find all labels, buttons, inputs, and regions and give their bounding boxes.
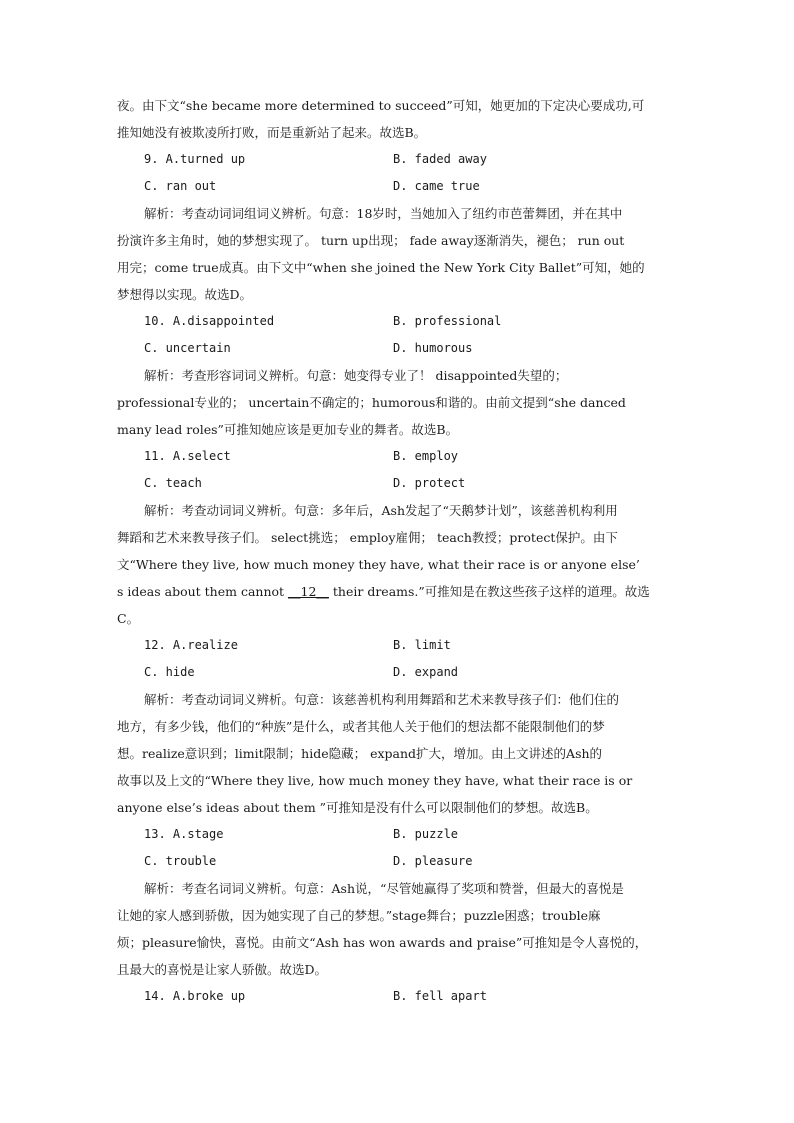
question-11-options-cd <box>117 470 679 497</box>
option-c: C. ran out <box>144 179 217 193</box>
option-a: 12. A.realize <box>144 638 238 652</box>
analysis-line: 烦；pleasure愉快，喜悦。由前文“Ash has won awards and praise”可推知是令人喜悦的， <box>117 935 648 950</box>
analysis-line: 解析：考查动词词义辨析。句意：该慈善机构利用舞蹈和艺术来教导孩子们：他们住的 <box>144 692 620 707</box>
option-b: B. limit <box>393 638 451 652</box>
analysis-line: 舞蹈和艺术来教导孩子们。 select挑选； employ雇佣； teach教授；protect保护。由下 <box>117 530 618 545</box>
analysis-line: anyone else’s ideas about them ”可推知是没有什么可以限制他们的梦想。故选B。 <box>117 800 598 815</box>
question-9-options-ab <box>117 146 679 173</box>
paragraph-line: 夜。由下文“she became more determined to succeed”可知，她更加的下定决心要成功,可 <box>117 98 645 113</box>
blank-number: __12__ <box>288 584 329 599</box>
analysis-text: s ideas about them cannot <box>117 584 289 599</box>
analysis-line: 解析：考查动词词组词义辨析。句意：18岁时，当她加入了纽约市芭蕾舞团，并在其中 <box>144 206 623 221</box>
option-d: D. pleasure <box>393 854 473 868</box>
analysis-text: their dreams.”可推知是在教这些孩子这样的道理。故选 <box>328 584 650 599</box>
option-a: 10. A.disappointed <box>144 314 275 328</box>
analysis-line <box>117 578 679 605</box>
analysis-line: 解析：考查名词词义辨析。句意：Ash说，“尽管她赢得了奖项和赞誉，但最大的喜悦是 <box>144 881 624 896</box>
analysis-line: 扮演许多主角时，她的梦想实现了。 turn up出现； fade away逐渐消失，褪色； run out <box>117 233 625 248</box>
analysis-line: 想。realize意识到；limit限制；hide隐藏； expand扩大，增加。由上文讲述的Ash的 <box>117 746 603 761</box>
document-page <box>117 92 679 1010</box>
analysis-line: 且最大的喜悦是让家人骄傲。故选D。 <box>117 962 328 977</box>
option-a: 14. A.broke up <box>144 989 246 1003</box>
analysis-line: 解析：考查形容词词义辨析。句意：她变得专业了！ disappointed失望的； <box>144 368 568 383</box>
question-14-options-ab <box>117 983 679 1010</box>
option-c: C. uncertain <box>144 341 231 355</box>
analysis-line: 用完；come true成真。由下文中“when she joined the New York City Ballet”可知，她的 <box>117 260 645 275</box>
question-13-options-cd <box>117 848 679 875</box>
option-d: D. expand <box>393 665 459 679</box>
question-10-options-ab <box>117 308 679 335</box>
question-9-options-cd <box>117 173 679 200</box>
analysis-line: C。 <box>117 611 140 626</box>
option-c: C. hide <box>144 665 195 679</box>
option-a: 11. A.select <box>144 449 231 463</box>
analysis-line: 解析：考查动词词义辨析。句意：多年后，Ash发起了“天鹅梦计划”，该慈善机构利用 <box>144 503 618 518</box>
analysis-line: professional专业的； uncertain不确定的；humorous和谐的。由前文提到“she danced <box>117 395 626 410</box>
question-10-options-cd <box>117 335 679 362</box>
option-b: B. employ <box>393 449 459 463</box>
option-b: B. faded away <box>393 152 487 166</box>
option-d: D. protect <box>393 476 466 490</box>
question-13-options-ab <box>117 821 679 848</box>
analysis-line: 故事以及上文的“Where they live, how much money they have, what their race is or <box>117 773 633 788</box>
analysis-line: 让她的家人感到骄傲，因为她实现了自己的梦想。”stage舞台；puzzle困惑；trouble麻 <box>117 908 601 923</box>
option-c: C. teach <box>144 476 202 490</box>
option-b: B. puzzle <box>393 827 459 841</box>
question-12-options-cd <box>117 659 679 686</box>
option-d: D. came true <box>393 179 480 193</box>
option-d: D. humorous <box>393 341 473 355</box>
analysis-line: 梦想得以实现。故选D。 <box>117 287 253 302</box>
option-a: 9. A.turned up <box>144 152 246 166</box>
option-b: B. fell apart <box>393 989 487 1003</box>
paragraph-line: 推知她没有被欺凌所打败，而是重新站了起来。故选B。 <box>117 125 427 140</box>
option-c: C. trouble <box>144 854 217 868</box>
question-12-options-ab <box>117 632 679 659</box>
question-11-options-ab <box>117 443 679 470</box>
analysis-line: many lead roles”可推知她应该是更加专业的舞者。故选B。 <box>117 422 459 437</box>
analysis-line: 文“Where they live, how much money they have, what their race is or anyone else’ <box>117 557 640 572</box>
option-a: 13. A.stage <box>144 827 224 841</box>
analysis-line: 地方，有多少钱，他们的“种族”是什么，或者其他人关于他们的想法都不能限制他们的梦 <box>117 719 605 734</box>
option-b: B. professional <box>393 314 502 328</box>
